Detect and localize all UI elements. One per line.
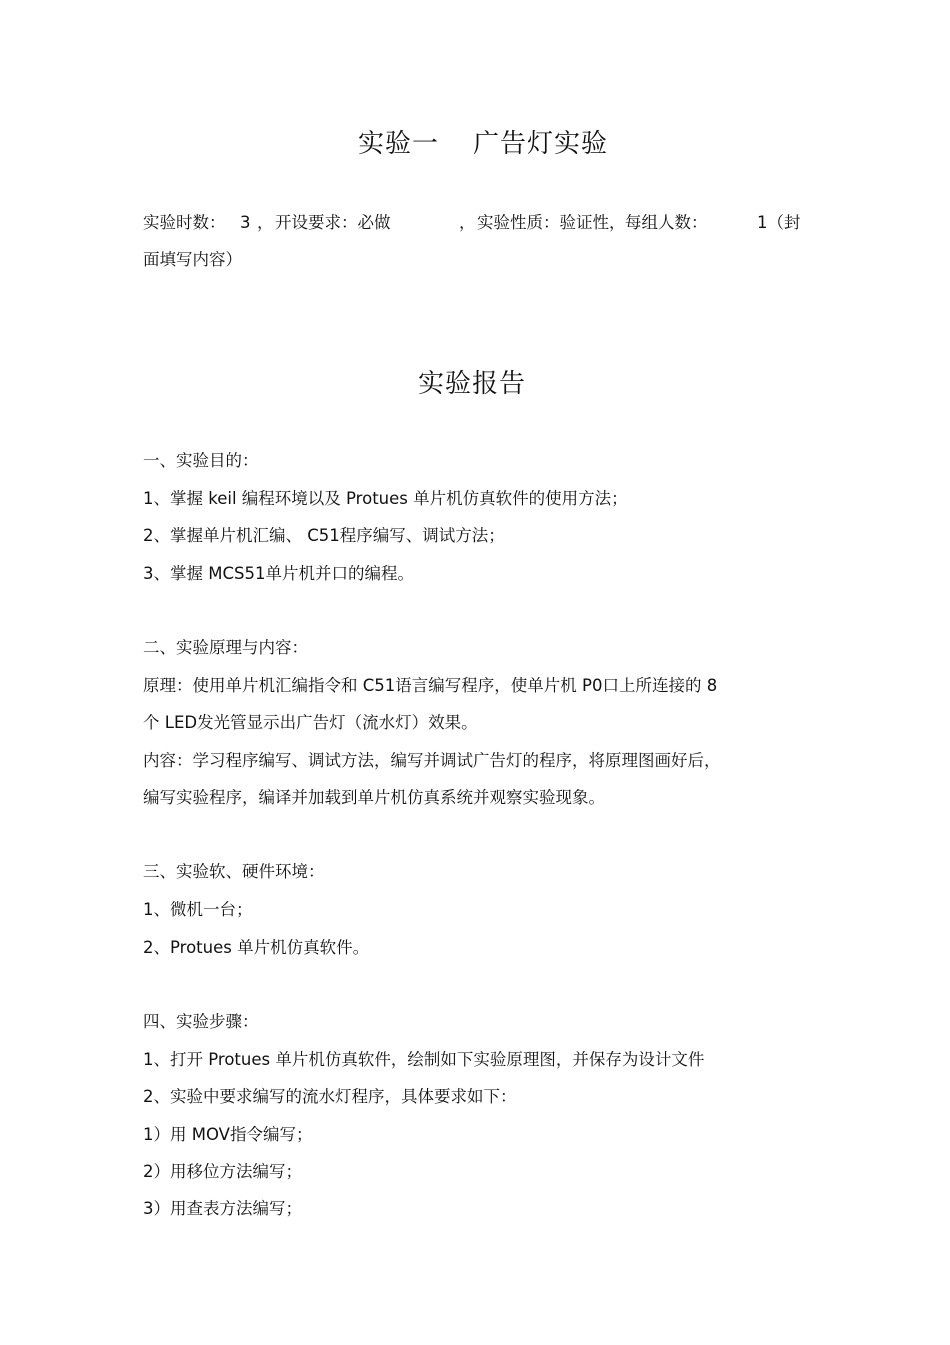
section-line: 1、打开 Protues 单片机仿真软件，绘制如下实验原理图，并保存为设计文件: [143, 1050, 705, 1069]
section-heading: 四、实验步骤：: [143, 1012, 259, 1031]
section-line: 1）用 MOV指令编写；: [143, 1125, 313, 1144]
page-title: [358, 123, 608, 160]
group-value: 1（封: [757, 213, 801, 232]
group-label: 每组人数：: [625, 213, 708, 232]
report-title: 实验报告: [418, 369, 527, 399]
section-line: 原理：使用单片机汇编指令和 C51语言编写程序，使单片机 P0口上所连接的 8: [143, 676, 718, 695]
section-heading: 二、实验原理与内容：: [143, 638, 308, 657]
section-line: 3）用查表方法编写；: [143, 1199, 302, 1218]
requirement-text: 开设要求：必做: [275, 213, 391, 232]
experiment-meta-note: 面填写内容）: [143, 250, 242, 269]
title-part-1: 实验一: [358, 129, 440, 159]
section-line: 3、掌握 MCS51单片机并口的编程。: [143, 564, 414, 583]
hours-label: 实验时数：: [143, 213, 226, 232]
meta-separator-1: ，: [257, 213, 274, 232]
section-line: 1、掌握 keil 编程环境以及 Protues 单片机仿真软件的使用方法；: [143, 489, 628, 508]
section-line: 个 LED发光管显示出广告灯（流水灯）效果。: [143, 713, 478, 732]
section-heading: 一、实验目的：: [143, 451, 259, 470]
title-part-2: 广告灯实验: [473, 129, 609, 159]
hours-value: 3: [240, 213, 251, 232]
section-line: 2）用移位方法编写；: [143, 1162, 302, 1181]
section-line: 2、掌握单片机汇编、 C51程序编写、调试方法；: [143, 526, 505, 545]
section-line: 2、实验中要求编写的流水灯程序，具体要求如下：: [143, 1087, 517, 1106]
nature-text: 实验性质：验证性，: [477, 213, 626, 232]
section-line: 2、Protues 单片机仿真软件。: [143, 938, 370, 957]
section-line: 编写实验程序，编译并加载到单片机仿真系统并观察实验现象。: [143, 788, 605, 807]
section-heading: 三、实验软、硬件环境：: [143, 862, 325, 881]
section-line: 内容：学习程序编写、调试方法，编写并调试广告灯的程序，将原理图画好后，: [143, 751, 721, 770]
section-line: 1、微机一台；: [143, 900, 253, 919]
meta-separator-2: ，: [459, 213, 476, 232]
